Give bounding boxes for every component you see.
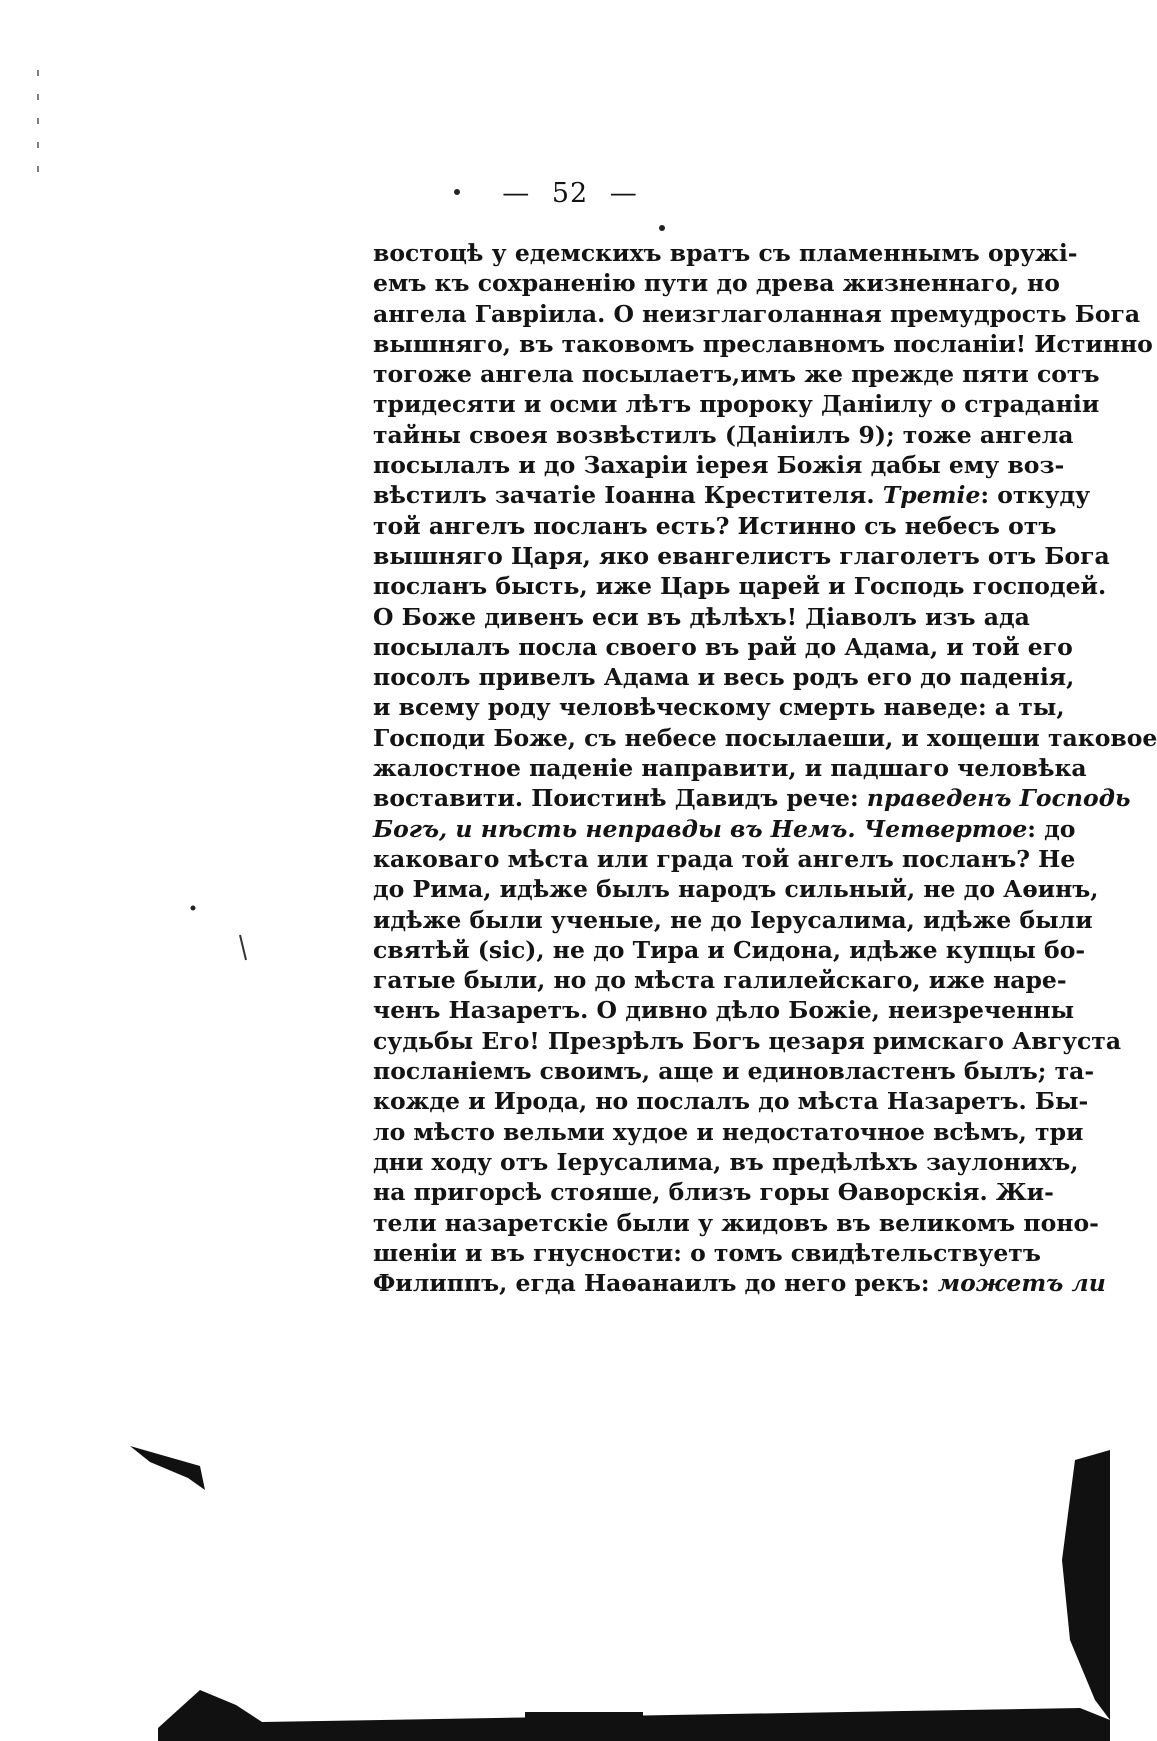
text-segment: гатые были, но до мѣста галилейскаго, иже наре- [373,966,1067,995]
body-text [373,238,1157,1298]
text-segment: ло мѣсто вельми худое и недостаточное всѣмъ, три [373,1117,1084,1146]
text-line [373,299,1141,329]
text-line [373,965,1067,995]
text-line [373,1147,1079,1177]
text-line [373,511,1057,541]
italic-text: Третiе [882,481,981,510]
text-segment: посылалъ и до Захарiи iерея Божiя дабы ему воз- [373,451,1065,480]
text-line [373,1238,1041,1268]
text-line [373,359,1100,389]
text-segment: каковаго мѣста или града той ангелъ посланъ? Не [373,844,1076,873]
text-segment: вышняго Царя, яко евангелистъ глаголетъ отъ Бога [373,541,1110,570]
text-line [373,1177,1054,1207]
text-segment: : до [1027,814,1076,843]
text-segment: до Рима, идѣже былъ народъ сильный, не до Аѳинъ, [373,875,1099,904]
text-segment: судьбы Его! Презрѣлъ Богъ цезаря римскаго Августа [373,1026,1122,1055]
text-line [373,602,1028,632]
text-line [373,420,1074,450]
text-line [373,1268,1106,1298]
text-line [373,238,1078,268]
text-segment: той ангелъ посланъ есть? Истинно съ небесъ отъ [373,511,1057,540]
text-segment: воставити. Поистинѣ Давидъ рече: [373,784,867,813]
page-number-value: 52 [551,178,589,209]
speck [659,225,665,231]
text-segment: святѣй (sic), не до Тира и Сидона, идѣже купцы бо- [373,935,1086,964]
text-segment: тридесяти и осми лѣтъ пророку Данiилу о страданiи [373,390,1100,419]
text-segment: О Боже дивенъ еси въ дѣлѣхъ! Дiаволъ изъ ада [373,602,1030,631]
text-line [373,480,1091,510]
text-line [373,1086,1089,1116]
text-line [373,935,1086,965]
text-segment: посланiемъ своимъ, аще и единовластенъ былъ; та- [373,1057,1095,1086]
text-line [373,905,1093,935]
text-line [373,1026,1122,1056]
text-line [373,1208,1099,1238]
text-line [373,632,1073,662]
italic-text: праведенъ Господь [866,784,1131,813]
text-segment: посылалъ посла своего въ рай до Адама, и той его [373,632,1073,661]
text-line [373,450,1065,480]
text-segment: дни ходу отъ Iерусалима, въ предѣлѣхъ заулонихъ, [373,1147,1079,1176]
text-line [373,1117,1084,1147]
speck [191,906,196,911]
text-segment: посланъ бысть, иже Царь царей и Господь господей. [373,572,1107,601]
text-segment: вышняго, въ таковомъ преславномъ посланiи! Истинно [373,329,1153,358]
text-segment: : откуду [980,481,1091,510]
text-line [373,995,1075,1025]
text-line [373,662,1075,692]
page-dash-left: — [502,178,531,209]
text-line [373,389,1100,419]
page-dash-right: — [609,178,638,209]
right-shadow [1062,1450,1110,1720]
text-segment: Филиппъ, егда Наѳанаилъ до него рекъ: [373,1269,938,1298]
corner-shadow [130,1446,205,1490]
page-number [0,178,1140,209]
text-line [373,844,1076,874]
text-line [373,874,1099,904]
text-line [373,329,1153,359]
text-line [373,268,1060,298]
text-line [373,783,1131,813]
text-segment: емъ къ сохраненiю пути до древа жизненнаго, но [373,269,1060,298]
text-line [373,541,1110,571]
text-segment: тогоже ангела посылаетъ,имъ же прежде пяти сотъ [373,360,1100,389]
text-segment: Господи Боже, съ небесе посылаеши, и хощеши таковое [373,723,1157,752]
text-segment: ангела Гаврiила. О неизглаголанная премудрость Бога [373,299,1141,328]
text-segment: посолъ привелъ Адама и весь родъ его до паденiя, [373,663,1075,692]
italic-text: Богъ, и нѣсть неправды въ Немъ. Четвертое [373,814,1028,843]
speck [240,935,246,960]
text-line [373,814,1076,844]
italic-text: можетъ ли [937,1269,1106,1298]
text-line [373,1056,1095,1086]
text-segment: тайны своея возвѣстилъ (Данiилъ 9); тоже ангела [373,420,1074,449]
text-line [373,571,1107,601]
text-segment: вѣстилъ зачатiе Iоанна Крестителя. [373,481,883,510]
text-segment: идѣже были ученые, не до Iерусалима, идѣже были [373,905,1093,934]
text-line [373,692,1065,722]
text-segment: кожде и Ирода, но послалъ до мѣста Назаретъ. Бы- [373,1087,1089,1116]
text-line [373,753,1087,783]
text-segment: востоцѣ у едемскихъ вратъ съ пламеннымъ оружi- [373,239,1078,267]
text-segment: шенiи и въ гнусности: о томъ свидѣтельствуетъ [373,1238,1041,1267]
text-segment: ченъ Назаретъ. О дивно дѣло Божiе, неизреченны [373,996,1075,1025]
text-segment: жалостное паденiе направити, и падшаго человѣка [373,754,1087,783]
bottom-tab [525,1712,643,1741]
text-segment: тели назаретскiе были у жидовъ въ великомъ поно- [373,1208,1099,1237]
text-line [373,723,1157,753]
text-segment: и всему роду человѣческому смерть наведе: а ты, [373,693,1065,722]
text-segment: на пригорсѣ стояше, близъ горы Ѳаворскiя. Жи- [373,1178,1054,1207]
